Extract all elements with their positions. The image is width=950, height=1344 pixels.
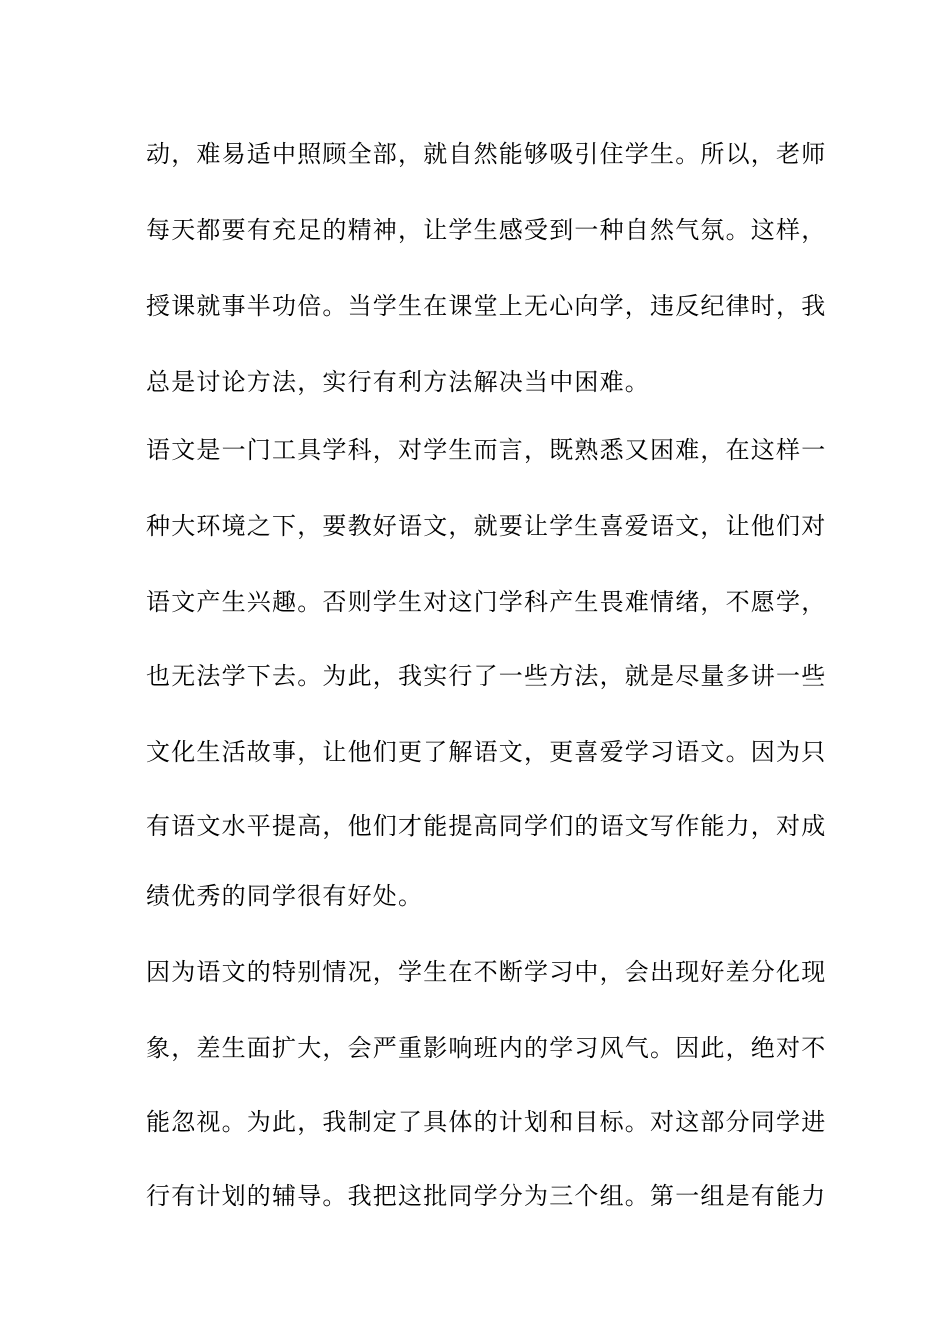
text-line: 动，难易适中照顾全部，就自然能够吸引住学生。所以，老师 [146,140,827,168]
text-line: 能忽视。为此，我制定了具体的计划和目标。对这部分同学进 [146,1108,827,1136]
text-line: 象，差生面扩大，会严重影响班内的学习风气。因此，绝对不 [146,1034,827,1062]
text-line: 绩优秀的同学很有好处。 [146,882,424,910]
text-line: 语文是一门工具学科，对学生而言，既熟悉又困难，在这样一 [146,436,827,464]
text-line: 有语文水平提高，他们才能提高同学们的语文写作能力，对成 [146,812,827,840]
text-line: 语文产生兴趣。否则学生对这门学科产生畏难情绪，不愿学， [146,588,827,616]
text-line: 种大环境之下，要教好语文，就要让学生喜爱语文，让他们对 [146,512,827,540]
text-line: 授课就事半功倍。当学生在课堂上无心向学，违反纪律时，我 [146,292,827,320]
text-line: 每天都要有充足的精神，让学生感受到一种自然气氛。这样， [146,216,827,244]
text-line: 也无法学下去。为此，我实行了一些方法，就是尽量多讲一些 [146,662,827,690]
text-line: 总是讨论方法，实行有利方法解决当中困难。 [146,368,650,396]
text-line: 因为语文的特别情况，学生在不断学习中，会出现好差分化现 [146,958,827,986]
text-line: 行有计划的辅导。我把这批同学分为三个组。第一组是有能力 [146,1182,827,1210]
text-line: 文化生活故事，让他们更了解语文，更喜爱学习语文。因为只 [146,738,827,766]
